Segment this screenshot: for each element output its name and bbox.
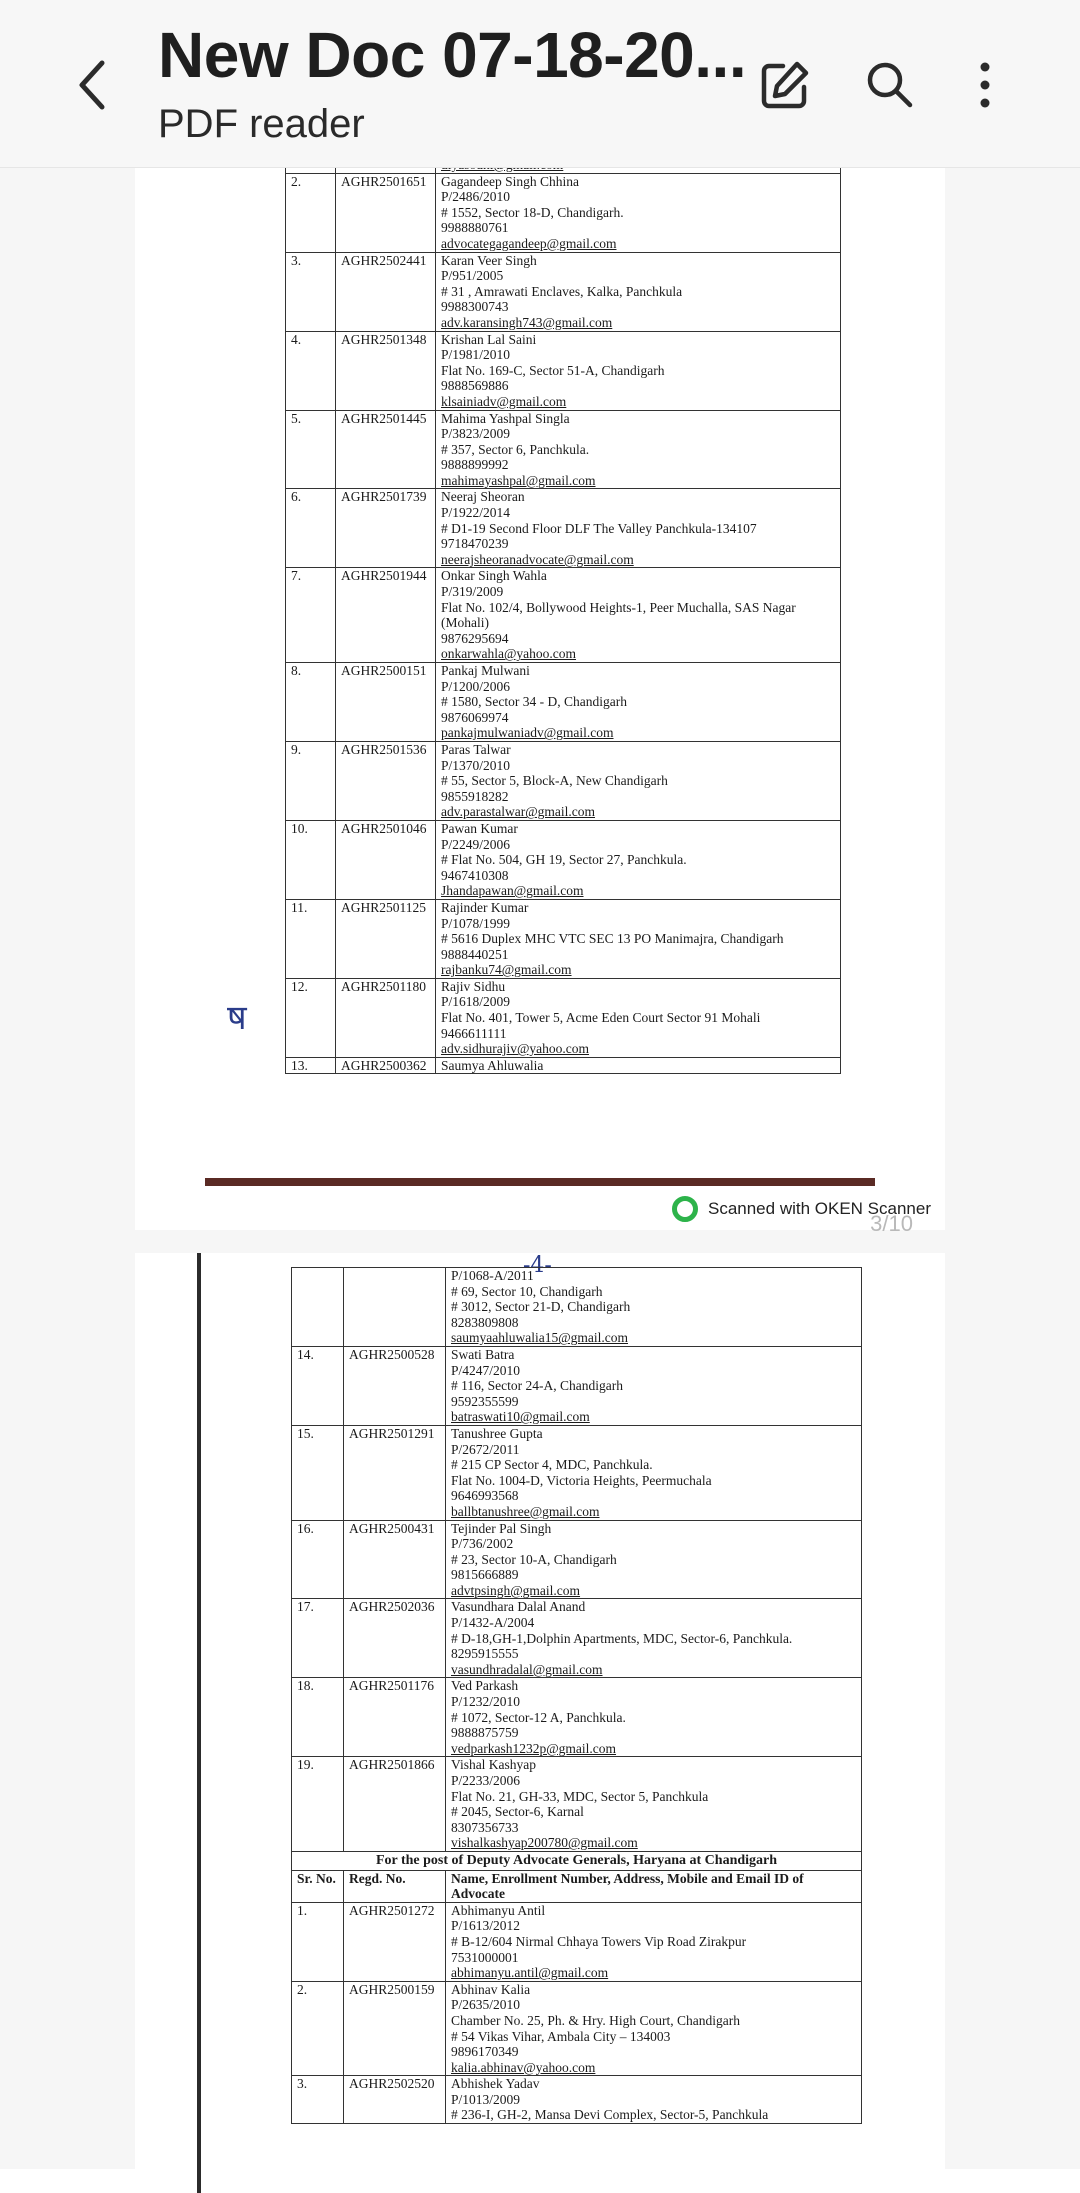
more-vert-icon bbox=[975, 57, 995, 113]
detail-line: P/4247/2010 bbox=[451, 1362, 521, 1378]
table-row bbox=[292, 1268, 862, 1347]
detail-line: P/1432-A/2004 bbox=[451, 1615, 535, 1631]
detail-line: Vishal Kashyap bbox=[451, 1757, 537, 1773]
detail-line: Neeraj Sheoran bbox=[441, 489, 525, 505]
table-row bbox=[292, 1520, 862, 1599]
detail-line: P/2486/2010 bbox=[441, 189, 511, 205]
regd-no-cell: AGHR2502441 bbox=[336, 252, 436, 331]
section-heading: For the post of Deputy Advocate Generals, Haryana at Chandigarh bbox=[292, 1851, 862, 1870]
table-row bbox=[292, 1425, 862, 1520]
detail-line: 9718470239 bbox=[441, 536, 509, 552]
detail-line: 9876295694 bbox=[441, 630, 509, 646]
advocate-details-cell bbox=[446, 1599, 862, 1678]
email-text: advtpsingh@gmail.com bbox=[451, 1582, 581, 1598]
detail-line: P/1618/2009 bbox=[441, 994, 511, 1010]
email-text: rajbanku74@gmail.com bbox=[441, 962, 572, 978]
detail-line: 9888875759 bbox=[451, 1725, 519, 1741]
detail-line: Vasundhara Dalal Anand bbox=[451, 1599, 586, 1615]
sr-no-cell: 10. bbox=[286, 820, 336, 899]
email-text: adv.parastalwar@gmail.com bbox=[441, 804, 595, 820]
table-row bbox=[292, 2076, 862, 2124]
scanner-logo-icon bbox=[672, 1196, 698, 1222]
regd-no-cell: AGHR2501445 bbox=[336, 410, 436, 489]
detail-line: # 31 , Amrawati Enclaves, Kalka, Panchkula bbox=[441, 283, 683, 299]
detail-line: # 69, Sector 10, Chandigarh bbox=[451, 1283, 603, 1299]
detail-line: 9646993568 bbox=[451, 1488, 519, 1504]
detail-line: # 215 CP Sector 4, MDC, Panchkula. bbox=[451, 1457, 653, 1473]
advocate-table-continued bbox=[291, 1267, 862, 2124]
detail-line: P/1078/1999 bbox=[441, 915, 511, 931]
more-options-button[interactable] bbox=[950, 50, 1020, 120]
regd-no-cell: AGHR2501272 bbox=[344, 1902, 446, 1981]
detail-line: P/1232/2010 bbox=[451, 1694, 521, 1710]
table-row bbox=[292, 1346, 862, 1425]
back-button[interactable] bbox=[62, 50, 122, 120]
email-text: kalia.abhinav@yahoo.com bbox=[451, 2059, 596, 2075]
sr-no-cell: 18. bbox=[292, 1678, 344, 1757]
detail-line: # 357, Sector 6, Panchkula. bbox=[441, 441, 590, 457]
detail-line: Onkar Singh Wahla bbox=[441, 568, 547, 584]
sr-no-cell: 17. bbox=[292, 1599, 344, 1678]
sr-no-cell: 1. bbox=[292, 1902, 344, 1981]
edit-icon bbox=[757, 57, 813, 113]
detail-line: 9855918282 bbox=[441, 788, 509, 804]
regd-no-cell: AGHR2500159 bbox=[344, 1981, 446, 2076]
detail-line: P/2233/2006 bbox=[451, 1773, 521, 1788]
detail-line: # D1-19 Second Floor DLF The Valley Panchkula-134107 bbox=[441, 520, 757, 536]
detail-line: Flat No. 102/4, Bollywood Heights-1, Peer Muchalla, SAS Nagar bbox=[441, 599, 796, 615]
regd-no-cell: AGHR2501944 bbox=[336, 568, 436, 663]
advocate-details-cell bbox=[436, 173, 841, 252]
table-row bbox=[286, 252, 841, 331]
regd-no-cell: AGHR2502520 bbox=[344, 2076, 446, 2124]
table-row bbox=[292, 1981, 862, 2076]
app-subtitle: PDF reader bbox=[158, 102, 365, 146]
header-regd-no: Regd. No. bbox=[344, 1870, 446, 1902]
sr-no-cell: 8. bbox=[286, 663, 336, 742]
detail-line: Saumya Ahluwalia bbox=[441, 1057, 544, 1073]
scan-edge bbox=[205, 1178, 875, 1186]
sr-no-cell: 16. bbox=[292, 1520, 344, 1599]
table-row bbox=[286, 741, 841, 820]
detail-line: Chamber No. 25, Ph. & Hry. High Court, Chandigarh bbox=[451, 2012, 740, 2028]
detail-line: 9888440251 bbox=[441, 946, 509, 962]
advocate-details-cell bbox=[436, 410, 841, 489]
page-number-handwritten: -4- bbox=[523, 1253, 552, 1278]
advocate-details-cell bbox=[446, 2076, 862, 2124]
detail-line: 9888899992 bbox=[441, 457, 509, 473]
email-text: Jhandapawan@gmail.com bbox=[441, 883, 584, 899]
detail-line: # 3012, Sector 21-D, Chandigarh bbox=[451, 1299, 631, 1315]
detail-line: # 5616 Duplex MHC VTC SEC 13 PO Manimajra, Chandigarh bbox=[441, 931, 784, 947]
detail-line: # 55, Sector 5, Block-A, New Chandigarh bbox=[441, 773, 668, 789]
sr-no-cell: 19. bbox=[292, 1757, 344, 1852]
detail-line: Krishan Lal Saini bbox=[441, 331, 537, 347]
table-row bbox=[286, 1057, 841, 1074]
email-text: vishalkashyap200780@gmail.com bbox=[451, 1835, 638, 1851]
detail-line: Abhinav Kalia bbox=[451, 1981, 531, 1997]
sr-no-cell: 15. bbox=[292, 1425, 344, 1520]
regd-no-cell: AGHR2501291 bbox=[344, 1425, 446, 1520]
document-title: New Doc 07-18-20... bbox=[158, 19, 747, 91]
sr-no-cell: 3. bbox=[286, 252, 336, 331]
detail-line: # 23, Sector 10-A, Chandigarh bbox=[451, 1551, 617, 1567]
detail-line: 8307356733 bbox=[451, 1819, 519, 1835]
email-text: vasundhradalal@gmail.com bbox=[451, 1661, 603, 1677]
regd-no-cell: AGHR2501046 bbox=[336, 820, 436, 899]
table-row bbox=[286, 663, 841, 742]
detail-line: Mahima Yashpal Singla bbox=[441, 410, 570, 426]
table-row bbox=[286, 820, 841, 899]
table-row bbox=[286, 410, 841, 489]
table-row bbox=[286, 173, 841, 252]
table-row bbox=[292, 1902, 862, 1981]
advocate-details-cell bbox=[436, 663, 841, 742]
email-text: batraswati10@gmail.com bbox=[451, 1409, 590, 1425]
detail-line: (Mohali) bbox=[441, 615, 489, 631]
detail-line: Pawan Kumar bbox=[441, 820, 518, 836]
back-icon bbox=[72, 55, 112, 115]
detail-line: Abhishek Yadav bbox=[451, 2076, 540, 2092]
detail-line: Abhimanyu Antil bbox=[451, 1902, 546, 1918]
sr-no-cell: 6. bbox=[286, 489, 336, 568]
detail-line: P/1200/2006 bbox=[441, 678, 511, 694]
advocate-details-cell bbox=[446, 1678, 862, 1757]
detail-line: # Flat No. 504, GH 19, Sector 27, Panchkula. bbox=[441, 852, 687, 868]
email-text: neerajsheoranadvocate@gmail.com bbox=[441, 551, 634, 567]
detail-line: # 1552, Sector 18-D, Chandigarh. bbox=[441, 204, 624, 220]
advocate-details-cell bbox=[436, 331, 841, 410]
pdf-page-3[interactable] bbox=[135, 168, 945, 1236]
detail-line: Flat No. 21, GH-33, MDC, Sector 5, Panchkula bbox=[451, 1788, 709, 1804]
search-icon bbox=[862, 57, 918, 113]
detail-line: 9815666889 bbox=[451, 1567, 519, 1583]
regd-no-cell bbox=[344, 1268, 446, 1347]
detail-line: # B-12/604 Nirmal Chhaya Towers Vip Road Zirakpur bbox=[451, 1933, 747, 1949]
regd-no-cell: AGHR2501651 bbox=[336, 173, 436, 252]
email-text: adv.sidhurajiv@yahoo.com bbox=[441, 1041, 590, 1057]
regd-no-cell: AGHR2500431 bbox=[344, 1520, 446, 1599]
detail-line: 9988300743 bbox=[441, 299, 509, 315]
detail-line: 9896170349 bbox=[451, 2044, 519, 2060]
email-text: mahimayashpal@gmail.com bbox=[441, 472, 596, 488]
detail-line: Ved Parkash bbox=[451, 1678, 519, 1694]
email-text: adv.karansingh743@gmail.com bbox=[441, 314, 613, 330]
scanner-label: Scanned with OKEN Scanner bbox=[707, 1199, 931, 1218]
detail-line: 9988880761 bbox=[441, 220, 509, 236]
advocate-details-cell bbox=[446, 1981, 862, 2076]
sr-no-cell: 2. bbox=[292, 1981, 344, 2076]
sr-no-cell: 14. bbox=[292, 1346, 344, 1425]
advocate-details-cell bbox=[436, 252, 841, 331]
regd-no-cell: AGHR2501536 bbox=[336, 741, 436, 820]
detail-line: P/2249/2006 bbox=[441, 836, 511, 852]
table-row bbox=[292, 1757, 862, 1852]
detail-line: # 2045, Sector-6, Karnal bbox=[451, 1804, 584, 1820]
detail-line: P/3823/2009 bbox=[441, 426, 511, 442]
email-text: klsainiadv@gmail.com bbox=[441, 393, 567, 409]
detail-line: P/1013/2009 bbox=[451, 2091, 521, 2107]
detail-line: Tanushree Gupta bbox=[451, 1425, 543, 1441]
advocate-details-cell bbox=[436, 1057, 841, 1074]
pdf-page-4[interactable] bbox=[135, 1253, 945, 2193]
sr-no-cell: 9. bbox=[286, 741, 336, 820]
email-text: onkarwahla@yahoo.com bbox=[441, 646, 577, 662]
sr-no-cell: 5. bbox=[286, 410, 336, 489]
detail-line: # 116, Sector 24-A, Chandigarh bbox=[451, 1378, 623, 1394]
advocate-details-cell bbox=[436, 489, 841, 568]
table-row bbox=[292, 1599, 862, 1678]
app-bar bbox=[0, 0, 1080, 168]
detail-line: # D-18,GH-1,Dolphin Apartments, MDC, Sector-6, Panchkula. bbox=[451, 1630, 793, 1646]
table-row bbox=[286, 568, 841, 663]
sr-no-cell: 4. bbox=[286, 331, 336, 410]
table-row bbox=[286, 978, 841, 1057]
detail-line: 9467410308 bbox=[441, 867, 509, 883]
detail-line: P/951/2005 bbox=[441, 268, 504, 284]
sr-no-cell: 12. bbox=[286, 978, 336, 1057]
margin-handwritten-mark: ष bbox=[227, 998, 247, 1038]
email-text: pankajmulwaniadv@gmail.com bbox=[441, 725, 614, 741]
email-text: saumyaahluwalia15@gmail.com bbox=[451, 1330, 629, 1346]
detail-line: # 1580, Sector 34 - D, Chandigarh bbox=[441, 694, 627, 710]
detail-line: Tejinder Pal Singh bbox=[451, 1520, 552, 1536]
detail-line: P/1068-A/2011 bbox=[451, 1268, 534, 1283]
search-button[interactable] bbox=[855, 50, 925, 120]
detail-line: Flat No. 169-C, Sector 51-A, Chandigarh bbox=[441, 362, 665, 378]
advocate-details-cell bbox=[436, 568, 841, 663]
detail-line: Flat No. 1004-D, Victoria Heights, Peermuchala bbox=[451, 1472, 712, 1488]
advocate-details-cell bbox=[446, 1346, 862, 1425]
regd-no-cell: AGHR2500362 bbox=[336, 1057, 436, 1074]
regd-no-cell: AGHR2502036 bbox=[344, 1599, 446, 1678]
detail-line: Swati Batra bbox=[451, 1346, 515, 1362]
table-header-row bbox=[292, 1870, 862, 1902]
advocate-details-cell bbox=[446, 1902, 862, 1981]
sr-no-cell bbox=[292, 1268, 344, 1347]
detail-line: 8283809808 bbox=[451, 1314, 519, 1330]
detail-line: 9592355599 bbox=[451, 1393, 519, 1409]
detail-line: Paras Talwar bbox=[441, 741, 511, 757]
table-row bbox=[286, 489, 841, 568]
detail-line: P/1613/2012 bbox=[451, 1918, 521, 1934]
detail-line: P/2635/2010 bbox=[451, 1997, 521, 2013]
email-text: advocategagandeep@gmail.com bbox=[441, 235, 617, 251]
advocate-table bbox=[285, 156, 841, 1074]
table-row bbox=[286, 331, 841, 410]
advocate-details-cell bbox=[436, 741, 841, 820]
detail-line: P/319/2009 bbox=[441, 584, 504, 600]
header-sr-no: Sr. No. bbox=[292, 1870, 344, 1902]
email-text: vedparkash1232p@gmail.com bbox=[451, 1740, 617, 1756]
detail-line: Pankaj Mulwani bbox=[441, 663, 530, 678]
table-row bbox=[286, 899, 841, 978]
sr-no-cell: 2. bbox=[286, 173, 336, 252]
advocate-details-cell bbox=[446, 1268, 862, 1347]
detail-line: P/1981/2010 bbox=[441, 347, 511, 363]
regd-no-cell: AGHR2501180 bbox=[336, 978, 436, 1057]
regd-no-cell: AGHR2500528 bbox=[344, 1346, 446, 1425]
detail-line: P/2672/2011 bbox=[451, 1441, 520, 1457]
regd-no-cell: AGHR2501348 bbox=[336, 331, 436, 410]
detail-line: 9876069974 bbox=[441, 709, 509, 725]
advocate-details-cell bbox=[436, 820, 841, 899]
regd-no-cell: AGHR2501866 bbox=[344, 1757, 446, 1852]
detail-line: Gagandeep Singh Chhina bbox=[441, 173, 579, 189]
sr-no-cell: 7. bbox=[286, 568, 336, 663]
detail-line: # 236-I, GH-2, Mansa Devi Complex, Sector-5, Panchkula bbox=[451, 2107, 769, 2123]
edit-button[interactable] bbox=[750, 50, 820, 120]
regd-no-cell: AGHR2501176 bbox=[344, 1678, 446, 1757]
sr-no-cell: 3. bbox=[292, 2076, 344, 2124]
page-indicator: 3/10 bbox=[870, 1211, 913, 1236]
detail-line: Flat No. 401, Tower 5, Acme Eden Court Sector 91 Mohali bbox=[441, 1010, 761, 1026]
advocate-details-cell bbox=[436, 978, 841, 1057]
email-text: ballbtanushree@gmail.com bbox=[451, 1503, 600, 1519]
detail-line: P/1922/2014 bbox=[441, 505, 511, 521]
detail-line: Rajiv Sidhu bbox=[441, 978, 506, 994]
header-details: Name, Enrollment Number, Address, Mobile and Email ID of Advocate bbox=[446, 1870, 862, 1902]
sr-no-cell: 13. bbox=[286, 1057, 336, 1074]
advocate-details-cell bbox=[436, 899, 841, 978]
regd-no-cell: AGHR2500151 bbox=[336, 663, 436, 742]
detail-line: 8295915555 bbox=[451, 1646, 519, 1662]
detail-line: P/1370/2010 bbox=[441, 757, 511, 773]
section-heading-row bbox=[292, 1851, 862, 1870]
detail-line: P/736/2002 bbox=[451, 1536, 514, 1552]
regd-no-cell: AGHR2501125 bbox=[336, 899, 436, 978]
detail-line: 7531000001 bbox=[451, 1949, 519, 1965]
detail-line: Karan Veer Singh bbox=[441, 252, 537, 268]
advocate-details-cell bbox=[446, 1425, 862, 1520]
email-text: abhimanyu.antil@gmail.com bbox=[451, 1965, 609, 1981]
advocate-details-cell bbox=[446, 1757, 862, 1852]
table-row bbox=[292, 1678, 862, 1757]
regd-no-cell: AGHR2501739 bbox=[336, 489, 436, 568]
detail-line: 9466611111 bbox=[441, 1025, 507, 1041]
advocate-details-cell bbox=[446, 1520, 862, 1599]
sr-no-cell: 11. bbox=[286, 899, 336, 978]
detail-line: Rajinder Kumar bbox=[441, 899, 529, 915]
detail-line: 9888569886 bbox=[441, 378, 509, 394]
detail-line: # 54 Vikas Vihar, Ambala City – 134003 bbox=[451, 2028, 671, 2044]
scan-spine bbox=[197, 1253, 201, 2193]
detail-line: # 1072, Sector-12 A, Panchkula. bbox=[451, 1709, 626, 1725]
